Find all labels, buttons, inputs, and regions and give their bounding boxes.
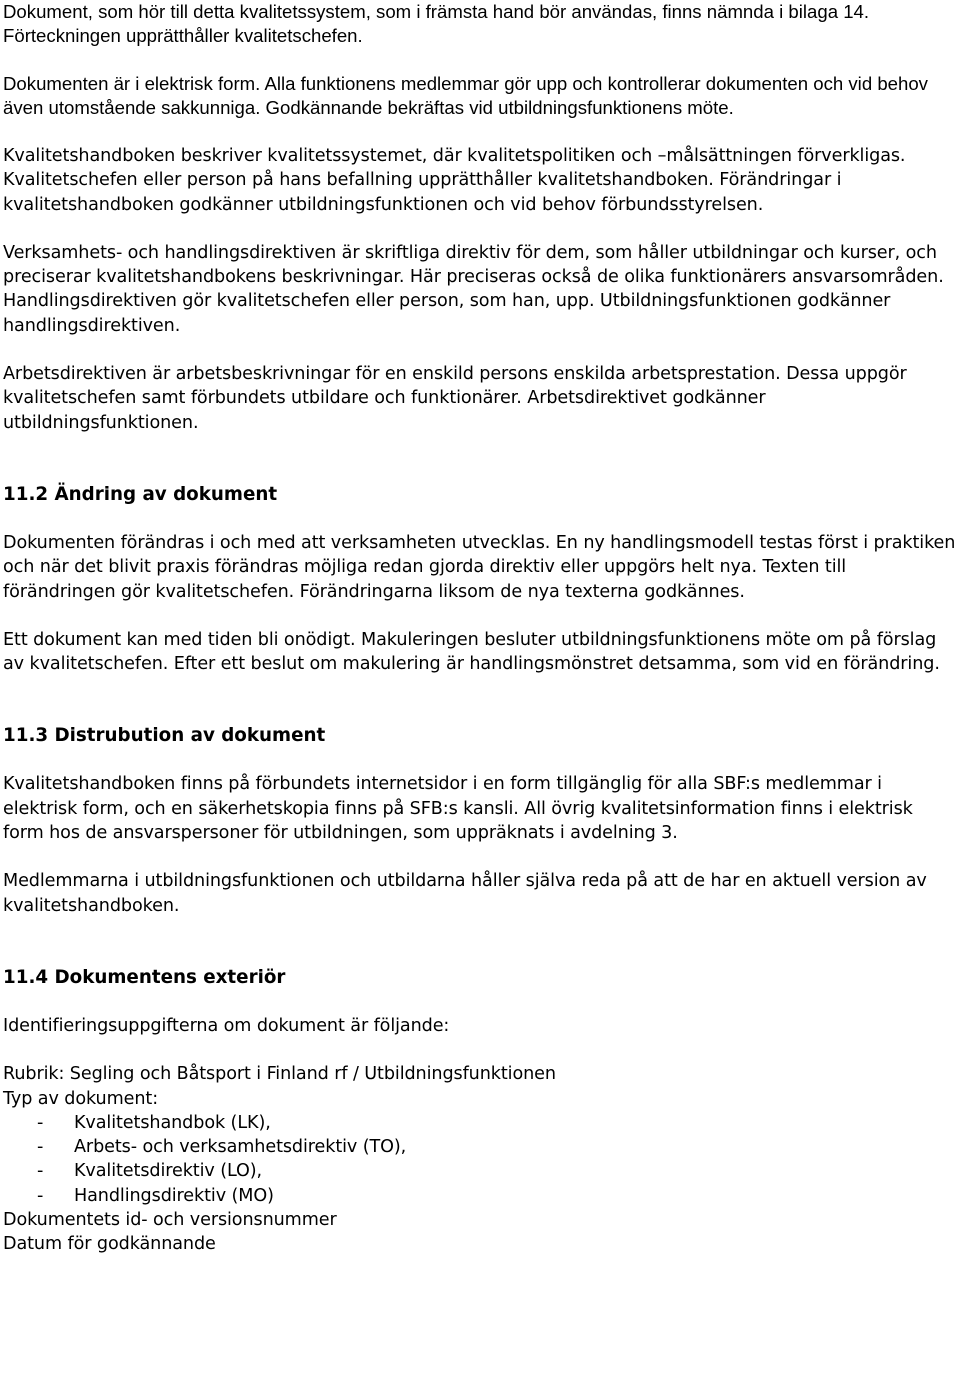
identification-intro: Identifieringsuppgifterna om dokument är följande: [3,1015,450,1036]
list-item: - Handlingsdirektiv (MO) [3,1184,958,1208]
rubrik-line: Rubrik: Segling och Båtsport i Finland rf / Utbildningsfunktionen [3,1064,556,1085]
list-item: - Kvalitetshandbok (LK), [3,1111,958,1135]
section-11-3-paragraph-2: Medlemmarna i utbildningsfunktionen och utbildarna håller själva reda på att de har en aktuell version av kvalitetshandboken. [3,871,927,916]
section-11-3-paragraph-1: Kvalitetshandboken finns på förbundets internetsidor i en form tillgänglig för alla SBF:s medlemmar i elektrisk form, och en säkerhetskopia finns på SFB:s kansli. All övrig kvalitetsinformation finns i elektrisk form hos de ansvarspersoner för utbildningen, som uppräknats i avdelning 3. [3,774,913,844]
directives-paragraph: Verksamhets- och handlingsdirektiven är skriftliga direktiv för dem, som håller utbildningar och kurser, och preciserar kvalitetshandbokens beskrivningar. Här preciseras också de olika funktionärers ansvarsområden. Handlingsdirektiven gör kvalitetschefen eller person, som han, upp. Utbildningsfunktionen godkänner handlingsdirektiven. [3,242,944,336]
section-heading-11-3: 11.3 Distrubution av dokument [3,725,326,747]
id-version-line: Dokumentets id- och versionsnummer [3,1210,337,1231]
document-type-list [3,1111,958,1208]
approval-date-line: Datum för godkännande [3,1234,216,1255]
list-item: - Kvalitetsdirektiv (LO), [3,1159,958,1183]
handbook-paragraph: Kvalitetshandboken beskriver kvalitetssystemet, där kvalitetspolitiken och –målsättningen förverkligas. Kvalitetschefen eller person på hans befallning upprätthåller kvalitetshandboken. Förändringar i kvalitetshandboken godkänner utbildningsfunktionen och vid behov förbundsstyrelsen. [3,146,906,215]
list-item: - Arbets- och verksamhetsdirektiv (TO), [3,1135,958,1159]
section-heading-11-4: 11.4 Dokumentens exteriör [3,966,286,988]
intro-paragraph-2: Dokumenten är i elektrisk form. Alla funktionens medlemmar gör upp och kontrollerar dokumenten och vid behov även utomstående sakkunniga. Godkännande bekräftas vid utbildningsfunktionens möte. [3,73,928,118]
document-page [3,0,958,1257]
section-11-2-paragraph-2: Ett dokument kan med tiden bli onödigt. Makuleringen besluter utbildningsfunktionens möte om på förslag av kvalitetschefen. Efter ett beslut om makulering är handlingsmönstret detsamma, som vid en förändring. [3,629,940,675]
document-type-label: Typ av dokument: [3,1088,159,1109]
section-11-2-paragraph-1: Dokumenten förändras i och med att verksamheten utvecklas. En ny handlingsmodell testas först i praktiken och när det blivit praxis förändras möjliga redan gjorda direktiv eller uppgörs helt nya. Texten till förändringen gör kvalitetschefen. Förändringarna liksom de nya texterna godkännes. [3,532,956,602]
intro-paragraph-1: Dokument, som hör till detta kvalitetssystem, som i främsta hand bör användas, finns nämnda i bilaga 14. Förteckningen upprätthåller kvalitetschefen. [3,1,870,46]
work-directives-paragraph: Arbetsdirektiven är arbetsbeskrivningar för en enskild persons enskilda arbetsprestation. Dessa uppgör kvalitetschefen samt förbundets utbildare och funktionärer. Arbetsdirektivet godkänner utbildningsfunktionen. [3,364,907,433]
section-heading-11-2: 11.2 Ändring av dokument [3,483,278,505]
